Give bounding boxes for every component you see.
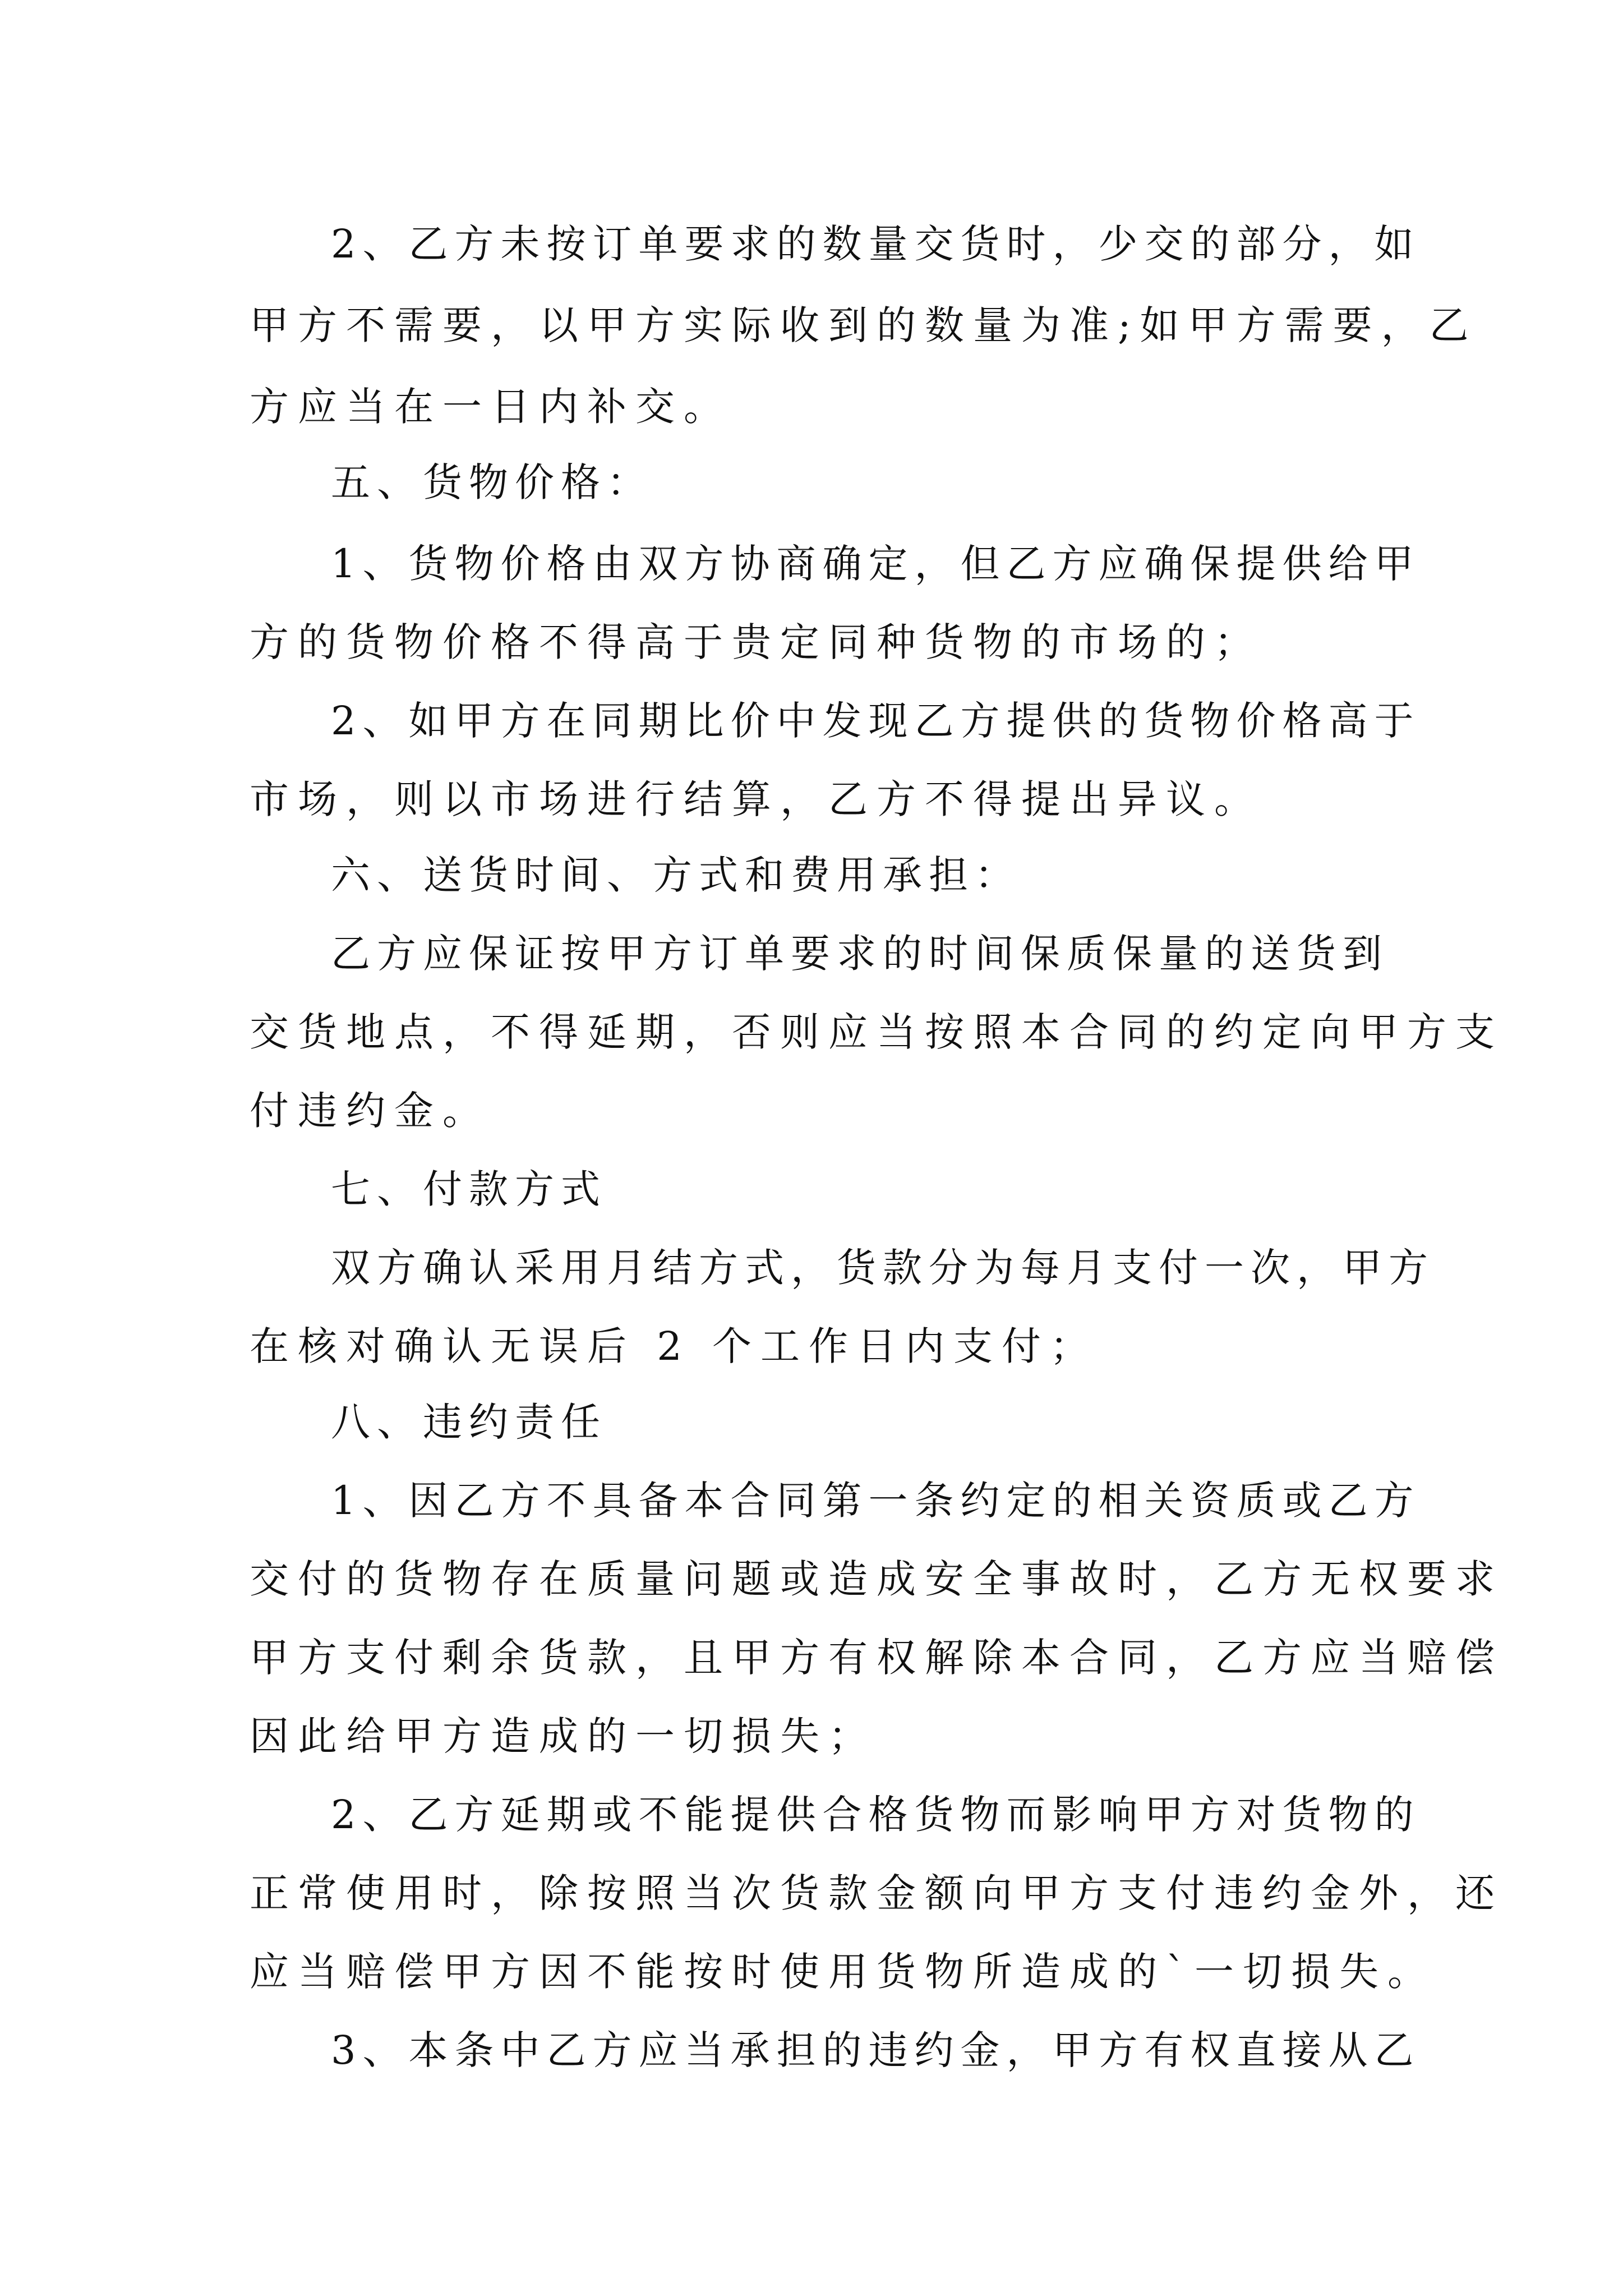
text-line: 3、本条中乙方应当承担的违约金，甲方有权直接从乙 bbox=[331, 2027, 1421, 2073]
section-heading: 八、违约责任 bbox=[331, 1399, 607, 1445]
text-line: 2、乙方未按订单要求的数量交货时，少交的部分，如 bbox=[331, 221, 1421, 267]
text-line: 方的货物价格不得高于贵定同种货物的市场的； bbox=[250, 619, 1262, 665]
text-line: 正常使用时，除按照当次货款金额向甲方支付违约金外，还 bbox=[250, 1870, 1504, 1916]
text-line: 甲方不需要，以甲方实际收到的数量为准;如甲方需要，乙 bbox=[250, 302, 1478, 348]
text-line: 因此给甲方造成的一切损失； bbox=[250, 1713, 877, 1759]
text-line: 甲方支付剩余货款，且甲方有权解除本合同，乙方应当赔偿 bbox=[250, 1635, 1504, 1681]
text-line: 乙方应保证按甲方订单要求的时间保质保量的送货到 bbox=[331, 931, 1389, 977]
text-line: 交货地点，不得延期，否则应当按照本合同的约定向甲方支 bbox=[250, 1009, 1504, 1055]
section-heading: 七、付款方式 bbox=[331, 1166, 607, 1212]
text-line: 交付的货物存在质量问题或造成安全事故时，乙方无权要求 bbox=[250, 1556, 1504, 1602]
text-line: 应当赔偿甲方因不能按时使用货物所造成的`一切损失。 bbox=[250, 1949, 1436, 1995]
text-line: 2、乙方延期或不能提供合格货物而影响甲方对货物的 bbox=[331, 1792, 1421, 1838]
text-line: 付违约金。 bbox=[250, 1088, 491, 1134]
text-line: 2、如甲方在同期比价中发现乙方提供的货物价格高于 bbox=[331, 698, 1421, 744]
text-line: 1、货物价格由双方协商确定，但乙方应确保提供给甲 bbox=[331, 541, 1421, 587]
section-heading: 六、送货时间、方式和费用承担： bbox=[331, 852, 1021, 898]
text-line: 1、因乙方不具备本合同第一条约定的相关资质或乙方 bbox=[331, 1478, 1421, 1524]
section-heading: 五、货物价格： bbox=[331, 459, 653, 505]
text-line: 双方确认采用月结方式，货款分为每月支付一次，甲方 bbox=[331, 1245, 1435, 1291]
text-line: 市场，则以市场进行结算，乙方不得提出异议。 bbox=[250, 776, 1262, 822]
text-line: 在核对确认无误后 2 个工作日内支付； bbox=[250, 1323, 1099, 1369]
text-line: 方应当在一日内补交。 bbox=[250, 384, 732, 430]
